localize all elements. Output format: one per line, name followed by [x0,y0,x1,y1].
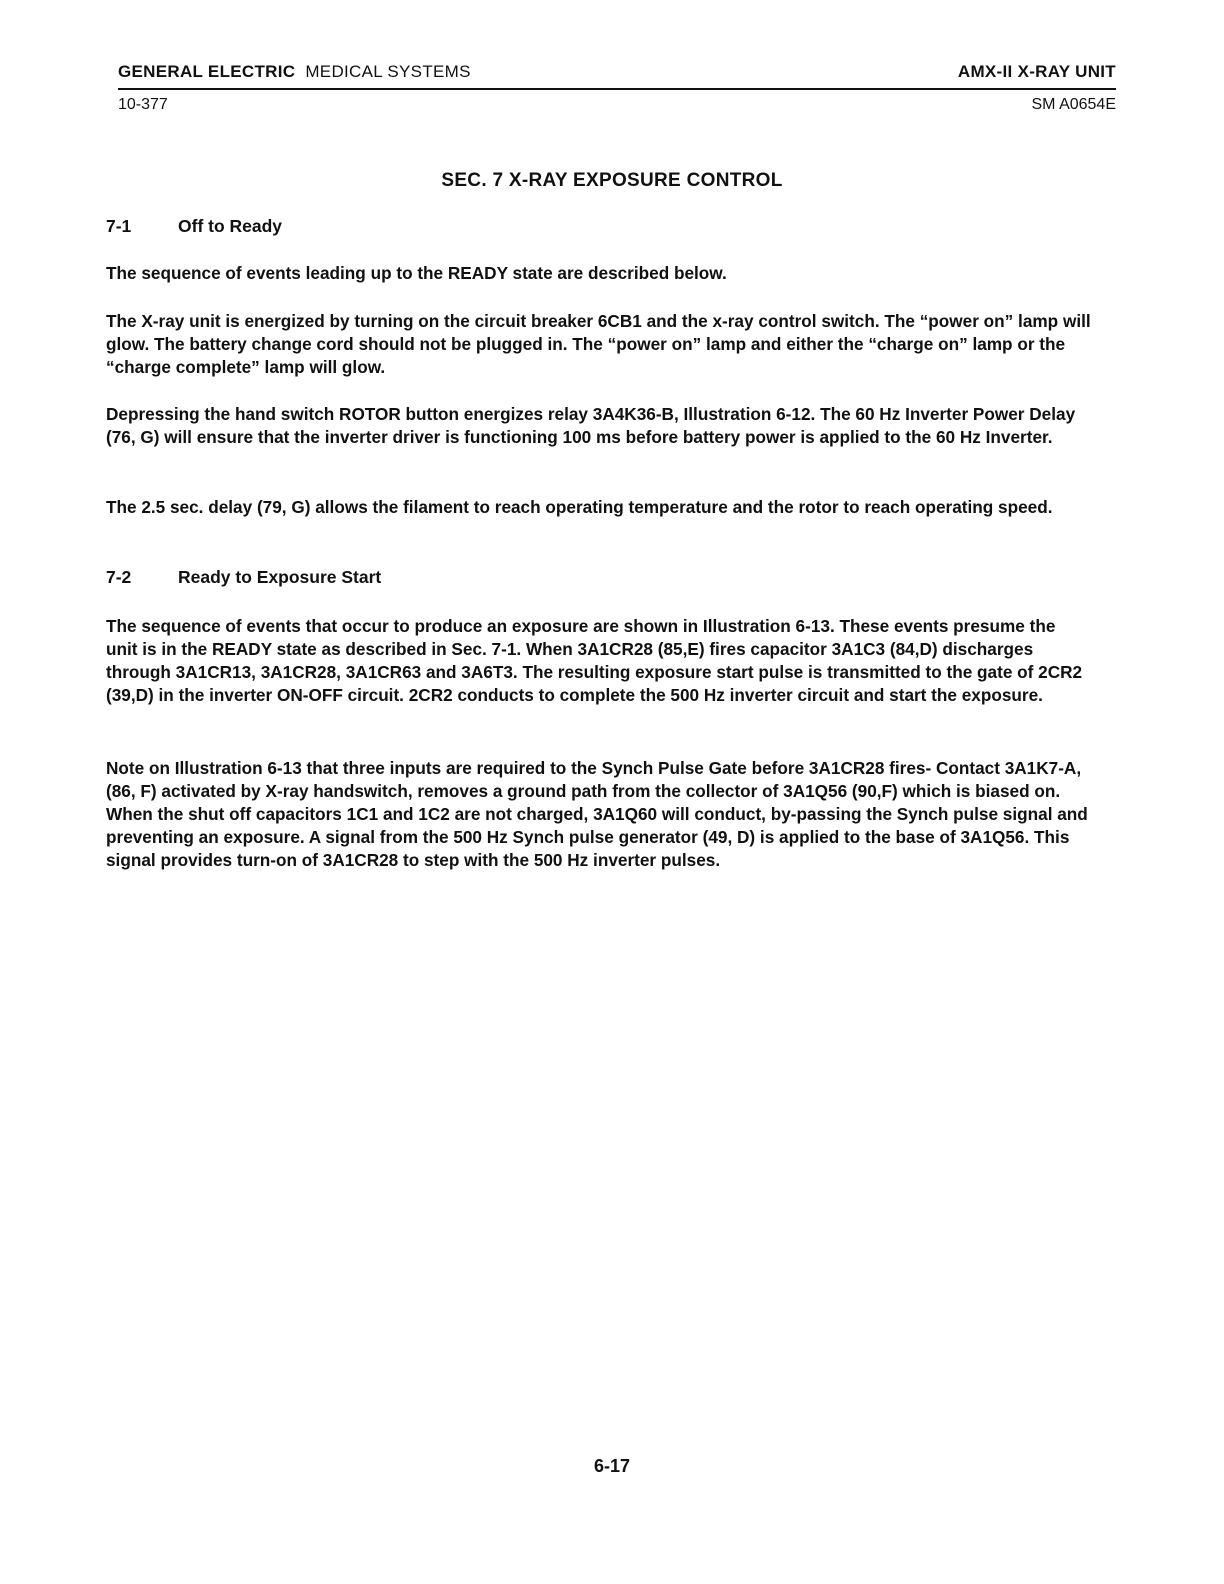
section-heading-title: Ready to Exposure Start [178,567,382,587]
company-name [118,62,471,82]
page-number: 6-17 [593,1456,631,1476]
section-7-2 [106,566,1091,589]
paragraph-text: The sequence of events that occur to produce an exposure are shown in Illustration 6-13. These events presume the unit is in the READY state as described in Sec. 7-1. When 3A1CR28 (85,E) fires capacitor 3A1C3 (84,D) discharges through 3A1CR13, 3A1CR28, 3A1CR63 and 3A6T3. The resulting exposure start pulse is transmitted to the gate of 2CR2 (39,D) in the inverter ON-OFF circuit. 2CR2 conducts to complete the 500 Hz inverter circuit and start the exposure. [106,616,1083,705]
section-number: 7-2 [106,567,132,587]
paragraph-text: Note on Illustration 6-13 that three inputs are required to the Synch Pulse Gate before 3A1CR28 fires- Contact 3A1K7-A, (86, F) activated by X-ray handswitch, removes a ground path from the collector of 3A1Q56 (90,F) which is biased on. When the shut off capacitors 1C1 and 1C2 are not charged, 3A1Q60 will conduct, by-passing the Synch pulse signal and preventing an exposure. A signal from the 500 Hz Synch pulse generator (49, D) is applied to the base of 3A1Q56. This signal provides turn-on of 3A1CR28 to step with the 500 Hz inverter pulses. [106,758,1088,870]
section-heading [106,215,1091,238]
doc-number: 10-377 [118,96,168,113]
company-division: MEDICAL SYSTEMS [305,62,471,81]
paragraph-text: Depressing the hand switch ROTOR button energizes relay 3A4K36-B, Illustration 6-12. The 60 Hz Inverter Power Delay (76, G) will ensure that the inverter driver is functioning 100 ms before battery power is applied to the 60 Hz Inverter. [106,404,1076,447]
paragraph-text: The X-ray unit is energized by turning on the circuit breaker 6CB1 and the x-ray control switch. The “power on” lamp will glow. The battery change cord should not be plugged in. The “power on” lamp and either the “charge on” lamp or the “charge complete” lamp will glow. [106,311,1091,377]
paragraph [106,310,1091,379]
section-title: SEC. 7 X-RAY EXPOSURE CONTROL [441,170,783,191]
paragraph [106,615,1091,707]
section-heading-title: Off to Ready [178,216,283,236]
paragraph [106,496,1091,519]
section-7-1 [106,215,1091,238]
paragraph-text: The 2.5 sec. delay (79, G) allows the filament to reach operating temperature and the rotor to reach operating speed. [106,497,1053,517]
company-name-bold: GENERAL ELECTRIC [118,62,296,81]
paragraph [106,262,1091,285]
header-bottom-row [118,90,1116,114]
paragraph [106,403,1091,449]
section-number: 7-1 [106,216,132,236]
header-top-row [118,62,1116,90]
page-header [118,62,1116,114]
paragraph [106,757,1091,872]
unit-title: AMX-II X-RAY UNIT [957,62,1116,81]
paragraph-text: The sequence of events leading up to the READY state are described below. [106,263,727,283]
section-heading [106,566,1091,589]
manual-id: SM A0654E [1031,96,1116,113]
